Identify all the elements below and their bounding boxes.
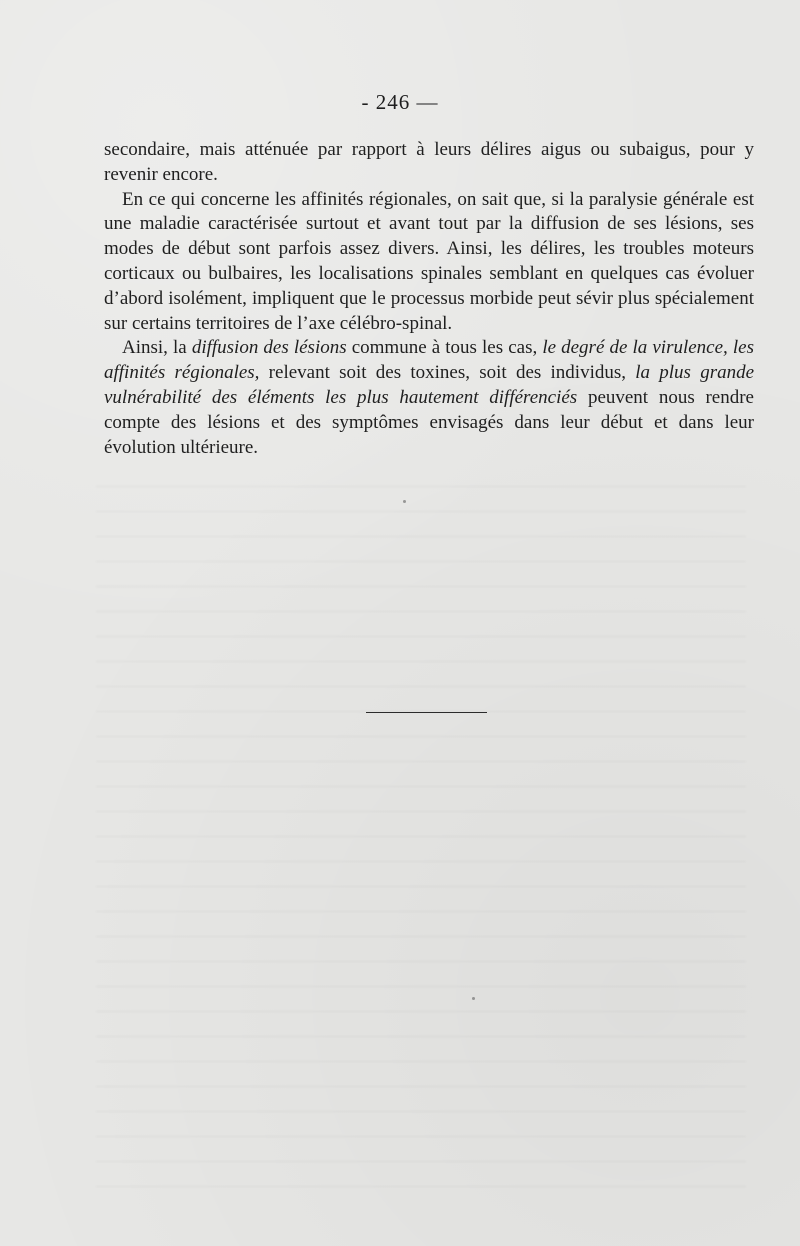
- body-text: [104, 138, 754, 460]
- text-run: secondaire, mais atténuée par rapport à leurs délires aigus ou subaigus, pour y revenir encore.: [104, 139, 754, 185]
- text-run: commune à tous les cas,: [346, 337, 543, 359]
- paragraph-3: [104, 336, 754, 460]
- italic-text-run: la plus grande vulnérabilité des éléments les plus hautement différenciés: [104, 362, 755, 408]
- text-run: peuvent nous rendre compte des lésions et des symptômes envisagés dans leur début et dans leur évolution ultérieure.: [104, 386, 754, 458]
- page-number: - 246 —: [361, 90, 439, 114]
- paper-show-through-texture: [96, 470, 746, 1200]
- italic-text-run: le degré de la virulence, les affinités régionales,: [104, 337, 754, 384]
- text-run: Ainsi, la: [122, 337, 192, 359]
- italic-text-run: diffusion des lésions: [191, 337, 347, 359]
- text-run: En ce qui concerne les affinités régionales, on sait que, si la paralysie générale est une maladie caractérisée surtout et avant tout par la diffusion de ses lésions, ses modes de début sont parfois assez divers. Ainsi, les délires, les troubles moteurs corticaux ou bulbaires, les localisations spinales semblant en quelques cas évoluer d’abord isolément, impliquent que le processus morbide peut sévir plus spécialement sur certains territoires de l’axe célébro-spinal.: [104, 188, 754, 334]
- text-run: relevant soit des toxines, soit des individus,: [259, 362, 636, 384]
- paper-speck: [403, 500, 406, 503]
- section-separator-line: [366, 712, 487, 713]
- paper-speck: [472, 997, 475, 1000]
- paragraph-2: [104, 188, 754, 337]
- paragraph-1: [104, 138, 754, 188]
